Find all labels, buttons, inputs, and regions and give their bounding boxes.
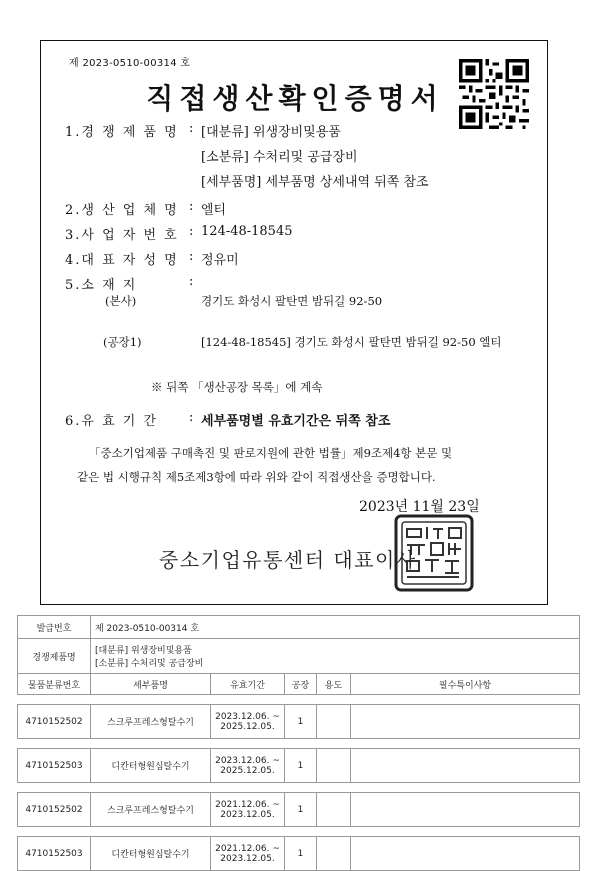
factory-address: [124-48-18545] 경기도 화성시 팔탄면 밤뒤길 92-50 엘티	[201, 335, 502, 349]
item-code: 4710152503	[18, 749, 91, 783]
hq-label: (본사)	[105, 294, 137, 308]
item-name: 스크루프레스형탈수기	[91, 705, 211, 739]
issuer-name: 중소기업유통센터 대표이사	[159, 548, 417, 572]
detail-table-section	[17, 615, 579, 871]
period-start: 2021.12.06. ~	[215, 799, 280, 810]
special-notes	[351, 837, 580, 871]
validity-value: 세부품명별 유효기간은 뒤쪽 참조	[201, 414, 391, 429]
colon: :	[189, 199, 194, 214]
column-header: 용도	[317, 674, 351, 695]
product-name-label: 1.경 쟁 제 품 명	[65, 125, 179, 140]
period-start: 2023.12.06. ~	[215, 711, 280, 722]
item-name: 디칸터형원심탈수기	[91, 837, 211, 871]
period-end: 2023.12.05.	[220, 809, 275, 820]
period-start: 2023.12.06. ~	[215, 755, 280, 766]
factory-no: 1	[285, 793, 317, 827]
spacer-row	[18, 783, 580, 793]
item-code: 4710152502	[18, 705, 91, 739]
issue-number-label: 발급번호	[18, 616, 91, 639]
colon: :	[189, 410, 194, 425]
column-header: 물품분류번호	[18, 674, 91, 695]
factory-label: (공장1)	[103, 335, 142, 349]
product-major-category: [대분류] 위생장비및용품	[95, 646, 192, 656]
issue-date: 2023년 11월 23일	[359, 499, 480, 515]
item-code: 4710152502	[18, 793, 91, 827]
representative-value: 정유미	[201, 253, 239, 268]
continued-note: ※ 뒤쪽 「생산공장 목록」에 계속	[151, 380, 323, 394]
issue-number-value: 제 2023-0510-00314 호	[91, 616, 580, 639]
validity-period	[211, 749, 285, 783]
column-header: 세부품명	[91, 674, 211, 695]
company-name-label: 2.생 산 업 체 명	[65, 203, 179, 218]
usage	[317, 837, 351, 871]
representative-label: 4.대 표 자 성 명	[65, 253, 179, 268]
hq-address: 경기도 화성시 팔탄면 밤뒤길 92-50	[201, 294, 383, 308]
column-header: 공장	[285, 674, 317, 695]
product-minor-category: [소분류] 수처리및 공급장비	[95, 659, 204, 669]
usage	[317, 705, 351, 739]
period-start: 2021.12.06. ~	[215, 843, 280, 854]
item-name: 디칸터형원심탈수기	[91, 749, 211, 783]
product-detail-category: [세부품명] 세부품명 상세내역 뒤쪽 참조	[201, 175, 429, 190]
colon: :	[189, 224, 194, 239]
certificate-frame	[40, 40, 548, 605]
column-header: 유효기간	[211, 674, 285, 695]
detail-table	[17, 615, 580, 871]
spacer-row	[18, 695, 580, 705]
product-name-label: 경쟁제품명	[18, 639, 91, 674]
product-category-cell	[91, 639, 580, 674]
page-title: 직접생산확인증명서	[146, 82, 444, 115]
validity-period	[211, 705, 285, 739]
validity-label: 6.유 효 기 간	[65, 414, 159, 429]
spacer-row	[18, 827, 580, 837]
item-name: 스크루프레스형탈수기	[91, 793, 211, 827]
product-major-category: [대분류] 위생장비및용품	[201, 125, 341, 140]
validity-period	[211, 837, 285, 871]
colon: :	[189, 121, 194, 136]
table-row	[18, 705, 580, 739]
period-end: 2025.12.05.	[220, 765, 275, 776]
colon: :	[189, 249, 194, 264]
validity-period	[211, 793, 285, 827]
special-notes	[351, 705, 580, 739]
legal-text-line2: 같은 법 시행규칙 제5조제3항에 따라 위와 같이 직접생산을 증명합니다.	[77, 470, 436, 484]
factory-no: 1	[285, 837, 317, 871]
document-number: 제 2023-0510-00314 호	[69, 58, 191, 69]
column-header: 필수특이사항	[351, 674, 580, 695]
legal-text-line1: 「중소기업제품 구매촉진 및 판로지원에 관한 법률」제9조제4항 본문 및	[89, 446, 453, 460]
location-label: 5.소 재 지	[65, 278, 138, 293]
special-notes	[351, 749, 580, 783]
company-name-value: 엘티	[201, 203, 227, 218]
colon: :	[189, 274, 194, 289]
special-notes	[351, 793, 580, 827]
factory-no: 1	[285, 705, 317, 739]
usage	[317, 749, 351, 783]
table-row	[18, 837, 580, 871]
usage	[317, 793, 351, 827]
table-row	[18, 749, 580, 783]
business-number-label: 3.사 업 자 번 호	[65, 228, 179, 243]
period-end: 2025.12.05.	[220, 721, 275, 732]
business-number-value: 124-48-18545	[201, 224, 293, 239]
product-minor-category: [소분류] 수처리및 공급장비	[201, 150, 358, 165]
table-row	[18, 793, 580, 827]
spacer-row	[18, 739, 580, 749]
period-end: 2023.12.05.	[220, 853, 275, 864]
factory-no: 1	[285, 749, 317, 783]
item-code: 4710152503	[18, 837, 91, 871]
